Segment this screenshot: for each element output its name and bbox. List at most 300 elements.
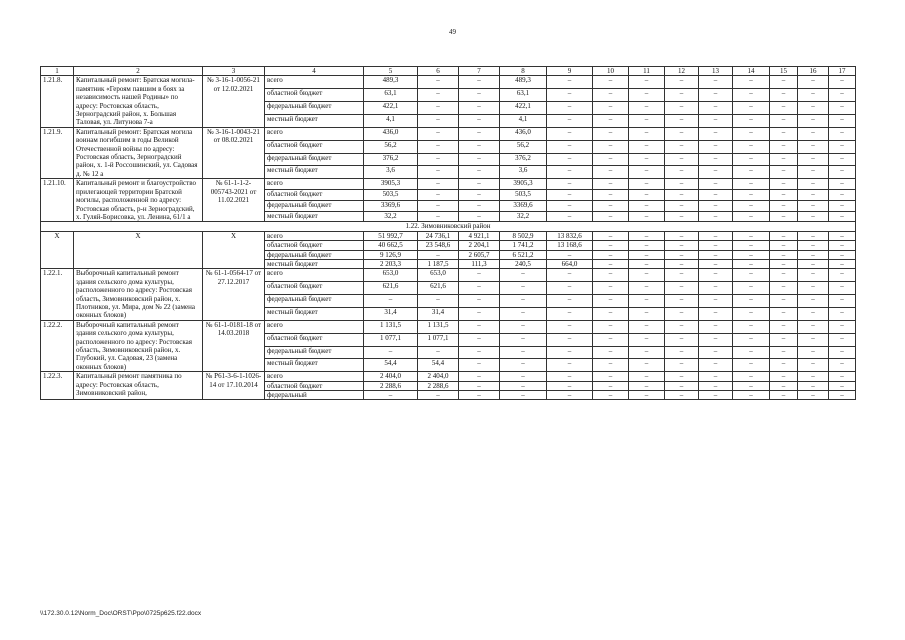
amount-cell: – xyxy=(665,127,699,140)
amount-cell: – xyxy=(699,346,733,359)
amount-cell: – xyxy=(665,269,699,282)
amount-cell: – xyxy=(733,76,770,89)
amount-cell: – xyxy=(500,359,547,372)
amount-cell: – xyxy=(829,282,856,295)
amount-cell: – xyxy=(733,200,770,211)
amount-cell: – xyxy=(665,259,699,268)
amount-cell: – xyxy=(418,153,459,166)
funding-source: всего xyxy=(265,76,364,89)
amount-cell: – xyxy=(798,372,829,381)
amount-cell: – xyxy=(798,295,829,308)
item-number: 1.21.9. xyxy=(41,127,74,178)
amount-cell: – xyxy=(770,76,798,89)
amount-cell: – xyxy=(665,359,699,372)
amount-cell: 2 288,6 xyxy=(364,381,418,390)
amount-cell: – xyxy=(770,179,798,190)
amount-cell: – xyxy=(459,381,500,390)
amount-cell: – xyxy=(593,200,629,211)
funding-source: всего xyxy=(265,179,364,190)
item-document: X xyxy=(203,231,265,269)
amount-cell: – xyxy=(547,127,593,140)
amount-cell: – xyxy=(699,166,733,179)
amount-cell: – xyxy=(733,259,770,268)
amount-cell: – xyxy=(829,307,856,320)
amount-cell: – xyxy=(629,359,665,372)
item-description: Капитальный ремонт: Братская могила воинам погибшим в годы Великой Отечественной войны по адресу: Ростовская область, Зерноградский район, х. 1-й Россошинский, ул. Садовая д. № 12 а xyxy=(74,127,203,178)
table-row xyxy=(41,76,856,89)
amount-cell: – xyxy=(798,241,829,250)
amount-cell: – xyxy=(418,190,459,201)
amount-cell: 54,4 xyxy=(364,359,418,372)
item-number: 1.21.10. xyxy=(41,179,74,222)
amount-cell: – xyxy=(699,140,733,153)
item-description: X xyxy=(74,231,203,269)
amount-cell: – xyxy=(418,200,459,211)
amount-cell: – xyxy=(798,190,829,201)
amount-cell: – xyxy=(547,211,593,222)
item-number: 1.22.2. xyxy=(41,320,74,371)
amount-cell: – xyxy=(629,259,665,268)
amount-cell: – xyxy=(665,76,699,89)
page-number: 49 xyxy=(449,28,456,36)
amount-cell: 376,2 xyxy=(364,153,418,166)
amount-cell: – xyxy=(629,127,665,140)
amount-cell: – xyxy=(798,127,829,140)
amount-cell: – xyxy=(364,346,418,359)
amount-cell: – xyxy=(593,153,629,166)
amount-cell: – xyxy=(665,102,699,115)
column-number: 14 xyxy=(733,67,770,76)
amount-cell: 664,0 xyxy=(547,259,593,268)
amount-cell: – xyxy=(593,76,629,89)
amount-cell: – xyxy=(593,295,629,308)
amount-cell: – xyxy=(593,282,629,295)
amount-cell: – xyxy=(798,231,829,240)
amount-cell: 436,0 xyxy=(500,127,547,140)
amount-cell: – xyxy=(798,391,829,400)
item-document: № 61-1-1-2-005743-2021 от 11.02.2021 xyxy=(203,179,265,222)
funding-source: местный бюджет xyxy=(265,259,364,268)
amount-cell: – xyxy=(418,211,459,222)
funding-source: федеральный бюджет xyxy=(265,346,364,359)
funding-source: областной бюджет xyxy=(265,140,364,153)
amount-cell: – xyxy=(770,89,798,102)
amount-cell: – xyxy=(829,259,856,268)
amount-cell: – xyxy=(733,391,770,400)
amount-cell: – xyxy=(770,190,798,201)
column-number-row xyxy=(41,67,856,76)
amount-cell: – xyxy=(418,114,459,127)
amount-cell: – xyxy=(699,231,733,240)
amount-cell: – xyxy=(593,179,629,190)
amount-cell: – xyxy=(699,391,733,400)
item-document: № 61-1-0564-17 от 27.12.2017 xyxy=(203,269,265,320)
file-path-footer: \\172.30.0.12\Norm_Doc\ORST\Ppo\0725p625.f22.docx xyxy=(40,610,202,617)
amount-cell: – xyxy=(665,231,699,240)
amount-cell: – xyxy=(733,102,770,115)
amount-cell: – xyxy=(699,190,733,201)
amount-cell: – xyxy=(699,211,733,222)
amount-cell: – xyxy=(459,76,500,89)
amount-cell: – xyxy=(547,179,593,190)
amount-cell: – xyxy=(593,89,629,102)
amount-cell: – xyxy=(547,153,593,166)
amount-cell: 63,1 xyxy=(364,89,418,102)
amount-cell: – xyxy=(418,346,459,359)
amount-cell: 4,1 xyxy=(364,114,418,127)
amount-cell: – xyxy=(459,127,500,140)
amount-cell: – xyxy=(459,295,500,308)
amount-cell: 111,3 xyxy=(459,259,500,268)
funding-source: всего xyxy=(265,372,364,381)
funding-source: областной бюджет xyxy=(265,190,364,201)
amount-cell: – xyxy=(459,89,500,102)
amount-cell: – xyxy=(418,295,459,308)
amount-cell: – xyxy=(629,190,665,201)
amount-cell: – xyxy=(593,231,629,240)
amount-cell: – xyxy=(547,114,593,127)
column-number: 2 xyxy=(74,67,203,76)
amount-cell: – xyxy=(798,102,829,115)
amount-cell: – xyxy=(798,211,829,222)
item-number: 1.22.3. xyxy=(41,372,74,400)
amount-cell: – xyxy=(699,295,733,308)
amount-cell: – xyxy=(665,140,699,153)
amount-cell: – xyxy=(629,114,665,127)
amount-cell: – xyxy=(770,200,798,211)
amount-cell: – xyxy=(629,153,665,166)
funding-source: всего xyxy=(265,320,364,333)
amount-cell: 436,0 xyxy=(364,127,418,140)
amount-cell: – xyxy=(770,140,798,153)
funding-source: федеральный бюджет xyxy=(265,153,364,166)
amount-cell: – xyxy=(629,250,665,259)
amount-cell: – xyxy=(547,346,593,359)
amount-cell: – xyxy=(770,381,798,390)
amount-cell: – xyxy=(547,320,593,333)
amount-cell: – xyxy=(798,114,829,127)
amount-cell: – xyxy=(770,241,798,250)
amount-cell: – xyxy=(733,190,770,201)
amount-cell: – xyxy=(547,76,593,89)
amount-cell: 3,6 xyxy=(364,166,418,179)
amount-cell: – xyxy=(829,166,856,179)
amount-cell: – xyxy=(798,153,829,166)
amount-cell: – xyxy=(593,190,629,201)
amount-cell: – xyxy=(798,269,829,282)
amount-cell: – xyxy=(770,391,798,400)
amount-cell: – xyxy=(418,102,459,115)
amount-cell: 503,5 xyxy=(364,190,418,201)
amount-cell: – xyxy=(829,359,856,372)
amount-cell: – xyxy=(770,211,798,222)
amount-cell: 1 187,5 xyxy=(418,259,459,268)
amount-cell: – xyxy=(798,76,829,89)
amount-cell: – xyxy=(770,269,798,282)
amount-cell: – xyxy=(770,259,798,268)
amount-cell: – xyxy=(798,140,829,153)
amount-cell: – xyxy=(699,241,733,250)
amount-cell: – xyxy=(629,307,665,320)
amount-cell: 32,2 xyxy=(500,211,547,222)
amount-cell: – xyxy=(829,76,856,89)
amount-cell: 9 126,9 xyxy=(364,250,418,259)
amount-cell: – xyxy=(629,372,665,381)
amount-cell: 489,3 xyxy=(500,76,547,89)
amount-cell: – xyxy=(699,320,733,333)
table-row xyxy=(41,179,856,190)
amount-cell: 56,2 xyxy=(500,140,547,153)
amount-cell: – xyxy=(770,282,798,295)
amount-cell: – xyxy=(629,200,665,211)
amount-cell: – xyxy=(770,114,798,127)
amount-cell: – xyxy=(547,102,593,115)
funding-source: местный бюджет xyxy=(265,359,364,372)
amount-cell: – xyxy=(798,307,829,320)
amount-cell: 32,2 xyxy=(364,211,418,222)
amount-cell: – xyxy=(770,333,798,346)
funding-source: федеральный бюджет xyxy=(265,295,364,308)
amount-cell: 1 131,5 xyxy=(418,320,459,333)
amount-cell: – xyxy=(829,114,856,127)
amount-cell: – xyxy=(829,102,856,115)
section-row xyxy=(41,222,856,231)
amount-cell: – xyxy=(547,200,593,211)
amount-cell: 13 832,6 xyxy=(547,231,593,240)
amount-cell: – xyxy=(629,231,665,240)
amount-cell: 503,5 xyxy=(500,190,547,201)
amount-cell: – xyxy=(665,114,699,127)
amount-cell: – xyxy=(770,231,798,240)
amount-cell: – xyxy=(699,307,733,320)
amount-cell: – xyxy=(733,269,770,282)
amount-cell: – xyxy=(798,320,829,333)
amount-cell: – xyxy=(733,359,770,372)
amount-cell: 2 204,1 xyxy=(459,241,500,250)
amount-cell: 63,1 xyxy=(500,89,547,102)
amount-cell: – xyxy=(629,282,665,295)
amount-cell: – xyxy=(629,295,665,308)
amount-cell: – xyxy=(459,282,500,295)
amount-cell: – xyxy=(733,114,770,127)
amount-cell: – xyxy=(593,250,629,259)
funding-source: местный бюджет xyxy=(265,307,364,320)
amount-cell: – xyxy=(547,250,593,259)
amount-cell: – xyxy=(593,166,629,179)
funding-source: местный бюджет xyxy=(265,166,364,179)
amount-cell: – xyxy=(629,102,665,115)
amount-cell: 24 736,1 xyxy=(418,231,459,240)
amount-cell: 2 203,3 xyxy=(364,259,418,268)
amount-cell: 2 288,6 xyxy=(418,381,459,390)
amount-cell: – xyxy=(593,259,629,268)
amount-cell: – xyxy=(733,140,770,153)
funding-source: федеральный бюджет xyxy=(265,250,364,259)
amount-cell: – xyxy=(593,140,629,153)
amount-cell: – xyxy=(459,153,500,166)
amount-cell: – xyxy=(733,295,770,308)
amount-cell: – xyxy=(733,231,770,240)
column-number: 12 xyxy=(665,67,699,76)
amount-cell: – xyxy=(829,346,856,359)
amount-cell: – xyxy=(699,333,733,346)
funding-source: местный бюджет xyxy=(265,211,364,222)
column-number: 8 xyxy=(500,67,547,76)
amount-cell: 2 404,0 xyxy=(418,372,459,381)
amount-cell: 653,0 xyxy=(364,269,418,282)
amount-cell: – xyxy=(829,381,856,390)
amount-cell: – xyxy=(629,166,665,179)
amount-cell: – xyxy=(459,359,500,372)
amount-cell: – xyxy=(364,391,418,400)
amount-cell: – xyxy=(665,241,699,250)
column-number: 15 xyxy=(770,67,798,76)
amount-cell: – xyxy=(733,372,770,381)
amount-cell: – xyxy=(665,295,699,308)
amount-cell: – xyxy=(733,241,770,250)
amount-cell: 653,0 xyxy=(418,269,459,282)
amount-cell: – xyxy=(770,320,798,333)
amount-cell: – xyxy=(593,269,629,282)
column-number: 3 xyxy=(203,67,265,76)
amount-cell: – xyxy=(733,127,770,140)
amount-cell: – xyxy=(798,259,829,268)
amount-cell: – xyxy=(733,307,770,320)
amount-cell: – xyxy=(829,333,856,346)
amount-cell: 40 662,5 xyxy=(364,241,418,250)
table-row xyxy=(41,231,856,240)
item-number: 1.21.8. xyxy=(41,76,74,127)
funding-source: областной бюджет xyxy=(265,381,364,390)
amount-cell: 376,2 xyxy=(500,153,547,166)
amount-cell: – xyxy=(665,153,699,166)
amount-cell: – xyxy=(459,200,500,211)
amount-cell: – xyxy=(459,320,500,333)
item-number: 1.22.1. xyxy=(41,269,74,320)
amount-cell: – xyxy=(593,333,629,346)
amount-cell: – xyxy=(593,391,629,400)
item-document: № 3-16-1-0056-21 от 12.02.2021 xyxy=(203,76,265,127)
item-document: № 3-16-1-0043-21 от 08.02.2021 xyxy=(203,127,265,178)
amount-cell: 51 992,7 xyxy=(364,231,418,240)
amount-cell: – xyxy=(500,381,547,390)
amount-cell: – xyxy=(665,190,699,201)
column-number: 9 xyxy=(547,67,593,76)
table-row xyxy=(41,269,856,282)
amount-cell: – xyxy=(500,372,547,381)
amount-cell: – xyxy=(593,372,629,381)
amount-cell: – xyxy=(798,359,829,372)
amount-cell: 4 921,1 xyxy=(459,231,500,240)
amount-cell: 1 131,5 xyxy=(364,320,418,333)
amount-cell: – xyxy=(665,250,699,259)
column-number: 16 xyxy=(798,67,829,76)
amount-cell: – xyxy=(699,269,733,282)
amount-cell: – xyxy=(829,140,856,153)
amount-cell: – xyxy=(798,346,829,359)
amount-cell: 621,6 xyxy=(418,282,459,295)
table-row xyxy=(41,320,856,333)
amount-cell: – xyxy=(829,179,856,190)
amount-cell: – xyxy=(770,307,798,320)
column-number: 7 xyxy=(459,67,500,76)
amount-cell: – xyxy=(798,166,829,179)
amount-cell: – xyxy=(547,89,593,102)
amount-cell: – xyxy=(733,320,770,333)
amount-cell: – xyxy=(629,179,665,190)
amount-cell: 13 168,6 xyxy=(547,241,593,250)
amount-cell: – xyxy=(665,282,699,295)
amount-cell: – xyxy=(829,190,856,201)
amount-cell: – xyxy=(459,372,500,381)
amount-cell: – xyxy=(593,241,629,250)
amount-cell: – xyxy=(665,179,699,190)
amount-cell: – xyxy=(547,190,593,201)
funding-source: всего xyxy=(265,127,364,140)
amount-cell: – xyxy=(798,89,829,102)
amount-cell: – xyxy=(699,359,733,372)
amount-cell: – xyxy=(733,381,770,390)
amount-cell: – xyxy=(547,295,593,308)
amount-cell: – xyxy=(665,346,699,359)
amount-cell: – xyxy=(629,320,665,333)
amount-cell: – xyxy=(418,140,459,153)
amount-cell: – xyxy=(770,346,798,359)
item-number: X xyxy=(41,231,74,269)
column-number: 5 xyxy=(364,67,418,76)
funding-source: областной бюджет xyxy=(265,89,364,102)
column-number: 17 xyxy=(829,67,856,76)
amount-cell: – xyxy=(629,140,665,153)
funding-source: местный бюджет xyxy=(265,114,364,127)
amount-cell: 422,1 xyxy=(500,102,547,115)
amount-cell: – xyxy=(665,391,699,400)
amount-cell: 54,4 xyxy=(418,359,459,372)
amount-cell: 31,4 xyxy=(364,307,418,320)
amount-cell: – xyxy=(770,102,798,115)
amount-cell: – xyxy=(829,372,856,381)
amount-cell: – xyxy=(418,127,459,140)
amount-cell: 8 502,9 xyxy=(500,231,547,240)
amount-cell: – xyxy=(665,333,699,346)
amount-cell: – xyxy=(500,269,547,282)
amount-cell: – xyxy=(459,307,500,320)
amount-cell: – xyxy=(459,346,500,359)
amount-cell: – xyxy=(547,282,593,295)
amount-cell: – xyxy=(699,179,733,190)
amount-cell: – xyxy=(829,269,856,282)
amount-cell: – xyxy=(699,153,733,166)
funding-source: всего xyxy=(265,269,364,282)
amount-cell: – xyxy=(733,166,770,179)
amount-cell: 31,4 xyxy=(418,307,459,320)
amount-cell: – xyxy=(500,307,547,320)
column-number: 10 xyxy=(593,67,629,76)
amount-cell: 3,6 xyxy=(500,166,547,179)
amount-cell: – xyxy=(829,200,856,211)
amount-cell: – xyxy=(733,153,770,166)
amount-cell: – xyxy=(829,250,856,259)
amount-cell: – xyxy=(629,89,665,102)
amount-cell: – xyxy=(733,211,770,222)
amount-cell: – xyxy=(547,372,593,381)
amount-cell: – xyxy=(418,166,459,179)
amount-cell: – xyxy=(500,320,547,333)
amount-cell: – xyxy=(699,127,733,140)
amount-cell: – xyxy=(829,295,856,308)
amount-cell: 6 521,2 xyxy=(500,250,547,259)
item-description: Выборочный капитальный ремонт здания сельского дома культуры, расположенного по адресу: Ростовская область, Зимовниковский район, х. Глубокий, ул. Садовая, 23 (замена оконных блоков) xyxy=(74,320,203,371)
